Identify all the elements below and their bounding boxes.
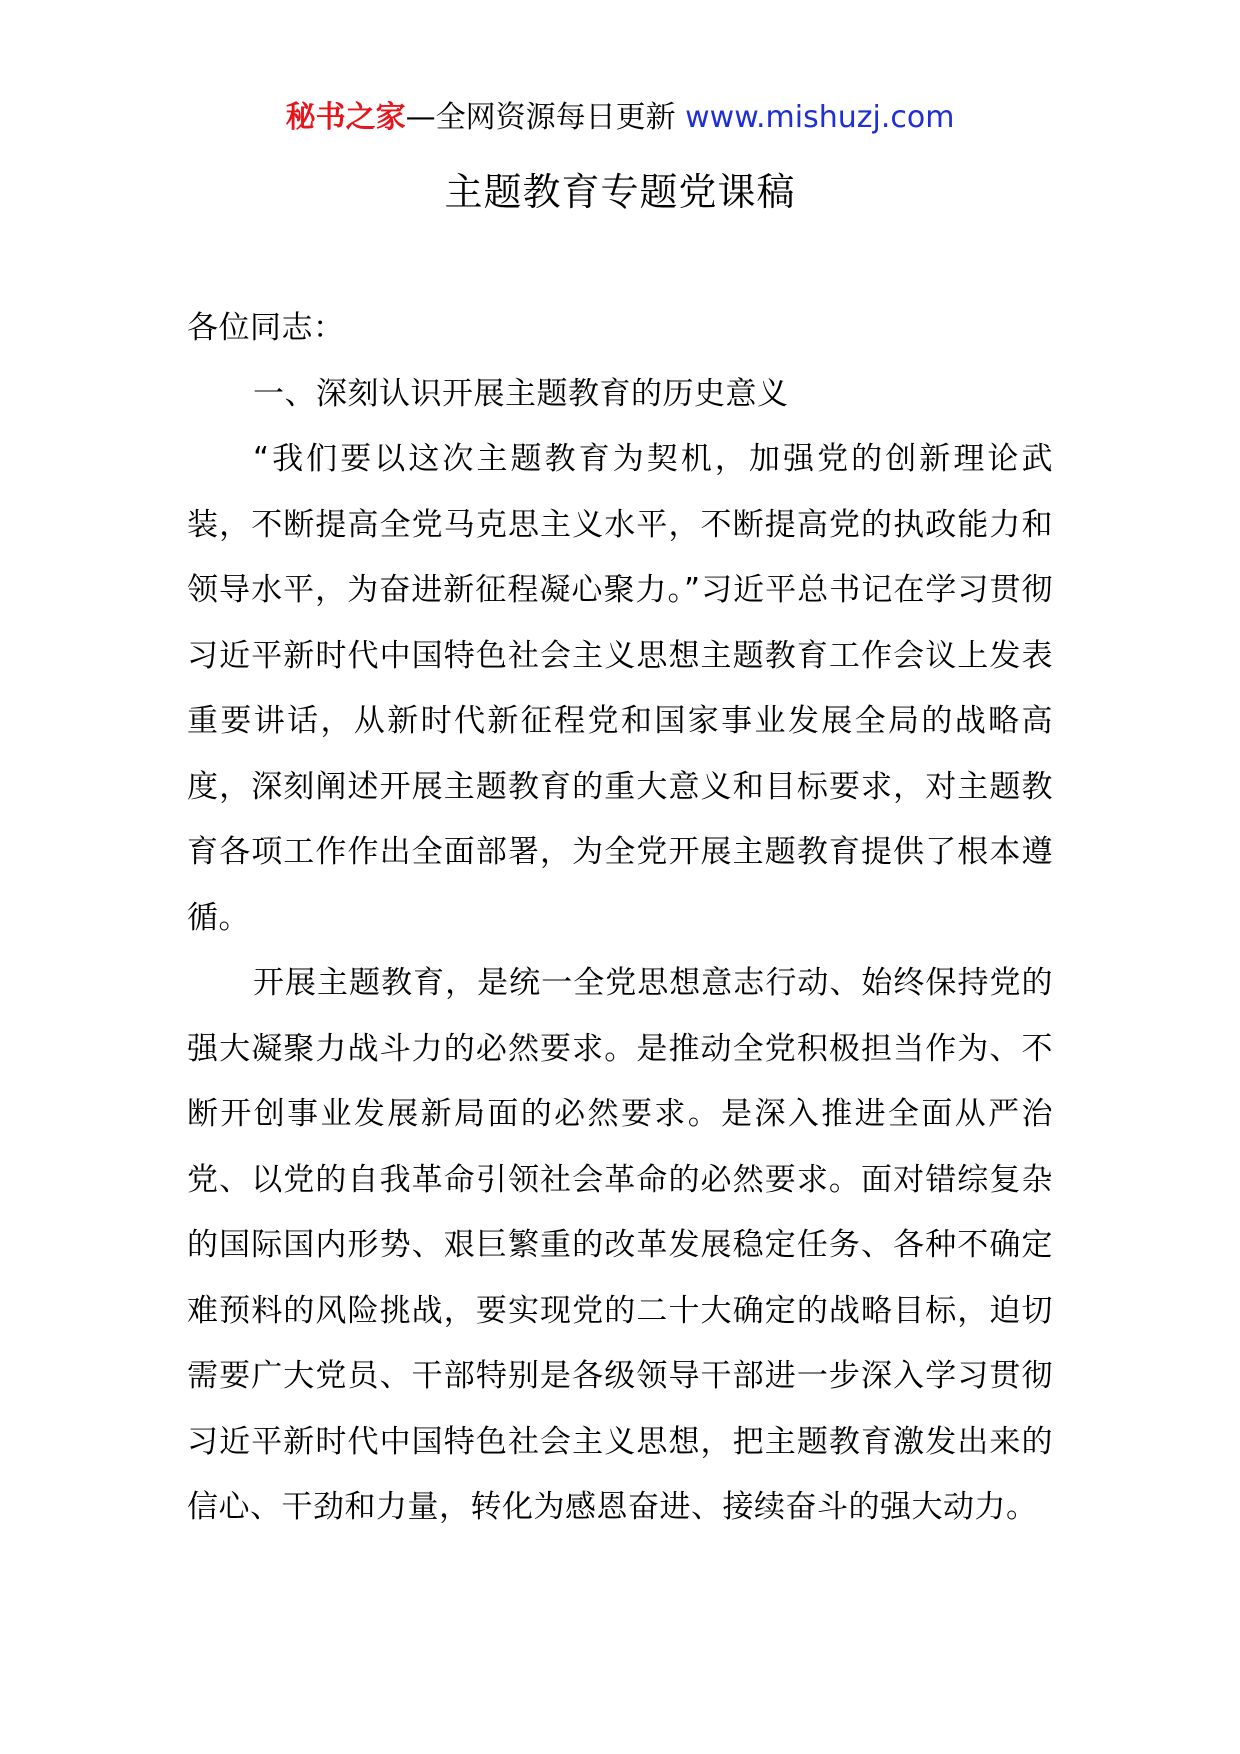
body-paragraph-1: “我们要以这次主题教育为契机，加强党的创新理论武装，不断提高全党马克思主义水平，不断提高党的执政能力和领导水平，为奋进新征程凝心聚力。”习近平总书记在学习贯彻习近平新时代中国特色社会主义思想主题教育工作会议上发表重要讲话，从新时代新征程党和国家事业发展全局的战略高度，深刻阐述开展主题教育的重大意义和目标要求，对主题教育各项工作作出全面部署，为全党开展主题教育提供了根本遵循。 bbox=[187, 441, 1053, 936]
brand-name: 秘书之家 bbox=[285, 100, 406, 135]
body-paragraph-2: 开展主题教育，是统一全党思想意志行动、始终保持党的强大凝聚力战斗力的必然要求。是推动全党积极担当作为、不断开创事业发展新局面的必然要求。是深入推进全面从严治党、以党的自我革命引领社会革命的必然要求。面对错综复杂的国际国内形势、艰巨繁重的改革发展稳定任务、各种不确定难预料的风险挑战，要实现党的二十大确定的战略目标，迫切需要广大党员、干部特别是各级领导干部进一步深入学习贯彻习近平新时代中国特色社会主义思想，把主题教育激发出来的信心、干劲和力量，转化为感恩奋进、接续奋斗的强大动力。 bbox=[187, 965, 1053, 1525]
site-banner bbox=[0, 98, 1240, 138]
document-title: 主题教育专题党课稿 bbox=[444, 170, 796, 214]
document-body bbox=[187, 296, 1053, 1541]
salutation: 各位同志： bbox=[187, 310, 345, 346]
section-heading: 一、深刻认识开展主题教育的历史意义 bbox=[253, 375, 789, 412]
site-url-link[interactable]: www.mishuzj.com bbox=[685, 100, 955, 135]
banner-slogan: —全网资源每日更新 bbox=[405, 100, 686, 135]
